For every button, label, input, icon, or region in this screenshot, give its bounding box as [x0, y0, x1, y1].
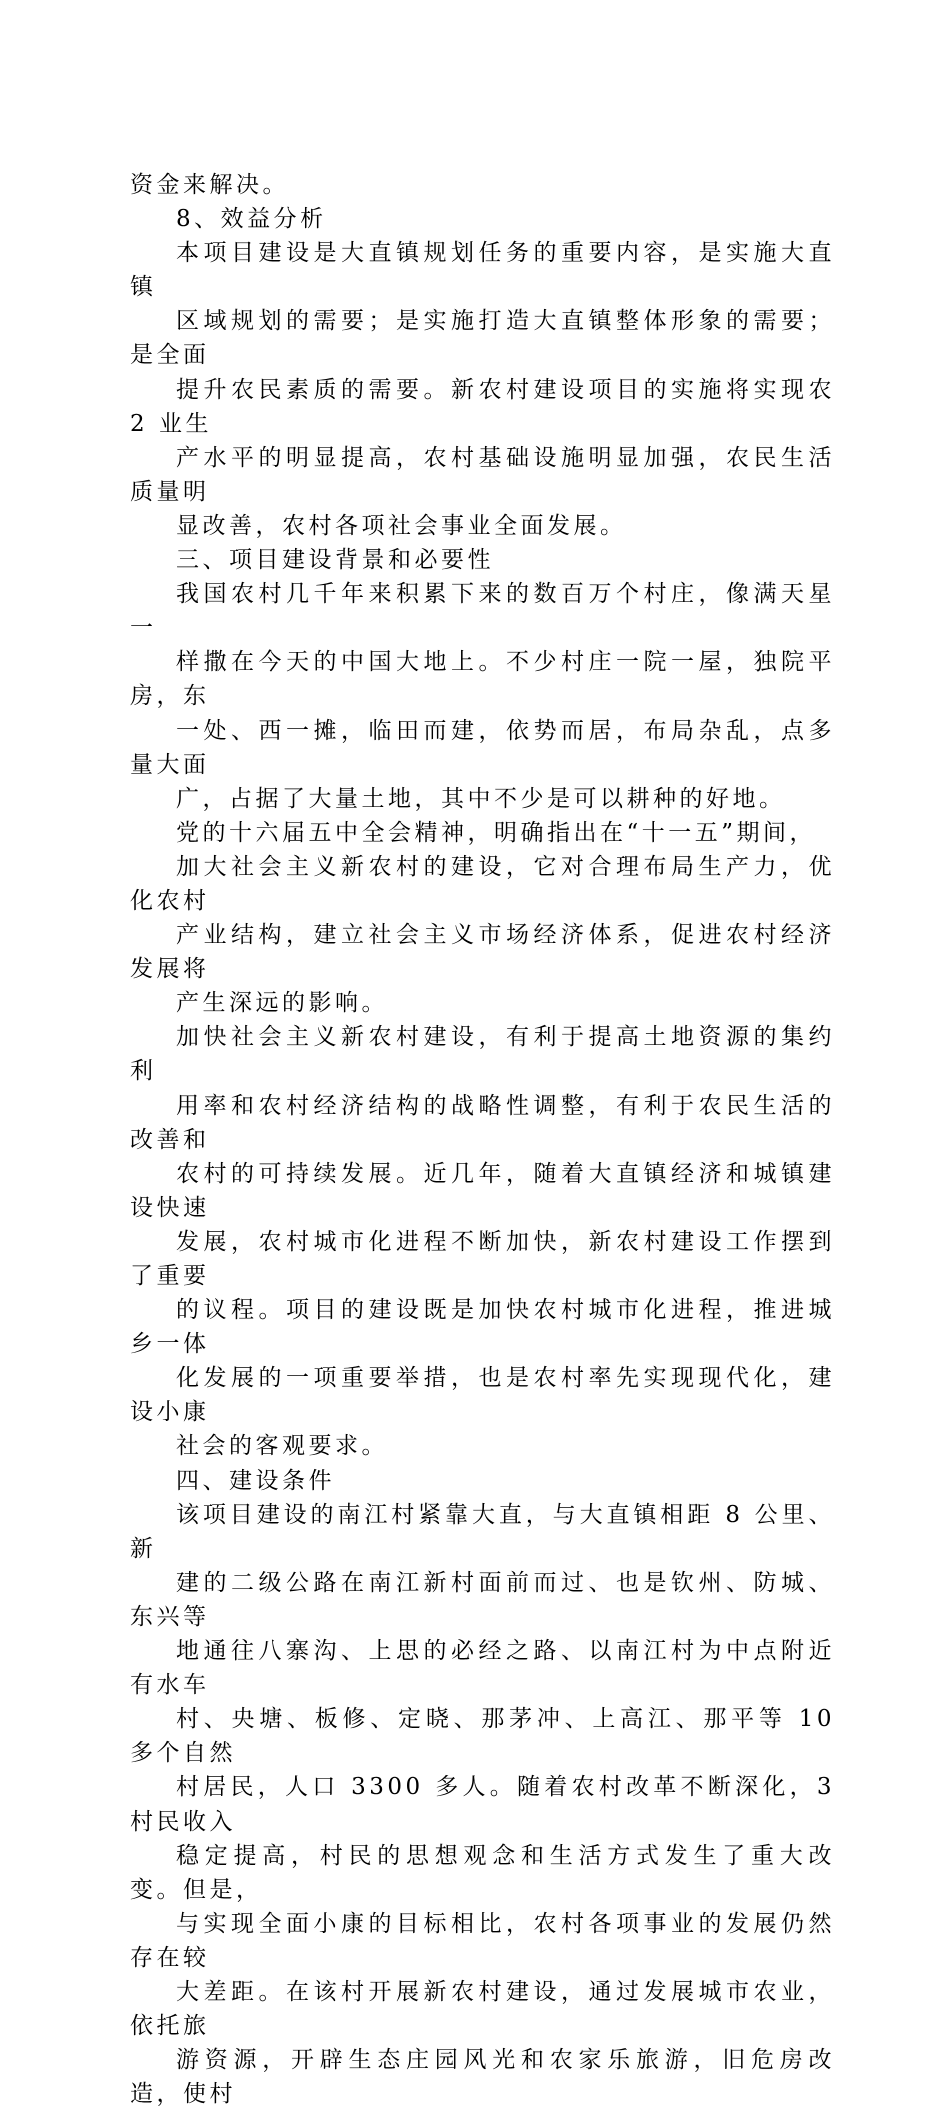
text-line: 四、建设条件: [176, 1467, 335, 1494]
paragraph: [130, 236, 835, 543]
paragraph: [130, 543, 835, 577]
text-line: 社会的客观要求。: [176, 1433, 388, 1460]
text-line: 的议程。项目的建设既是加快农村城市化进程，推进城乡一体: [130, 1297, 835, 1358]
text-line: 样撒在今天的中国大地上。不少村庄一院一屋，独院平房，东: [130, 649, 835, 710]
text-line: 8、效益分析: [176, 206, 327, 233]
text-line: 化发展的一项重要举措，也是农村率先实现现代化，建设小康: [130, 1365, 835, 1426]
paragraph: [130, 816, 835, 1021]
text-line: 三、项目建设背景和必要性: [176, 547, 494, 574]
text-line: 该项目建设的南江村紧靠大直，与大直镇相距 8 公里、新: [130, 1501, 835, 1562]
text-line: 大差距。在该村开展新农村建设，通过发展城市农业，依托旅: [130, 1978, 835, 2040]
text-line: 提升农民素质的需要。新农村建设项目的实施将实现农 2 业生: [130, 376, 835, 437]
text-line: 我国农村几千年来积累下来的数百万个村庄，像满天星一: [130, 581, 835, 642]
text-line: 产生深远的影响。: [176, 990, 388, 1017]
text-line: 发展，农村城市化进程不断加快，新农村建设工作摆到了重要: [130, 1228, 835, 1289]
text-line: 用率和农村经济结构的战略性调整，有利于农民生活的改善和: [130, 1092, 835, 1153]
text-line: 地通往八寨沟、上思的必经之路、以南江村为中点附近有水车: [130, 1638, 835, 1699]
document-body: [130, 168, 835, 2111]
text-line: 广，占据了大量土地，其中不少是可以耕种的好地。: [176, 785, 786, 812]
text-line: 加快社会主义新农村建设，有利于提高土地资源的集约利: [130, 1024, 835, 1085]
text-line: 显改善，农村各项社会事业全面发展。: [176, 512, 627, 539]
text-line: 资金来解决。: [130, 172, 289, 198]
text-line: 党的十六届五中全会精神，明确指出在“十一五”期间，: [176, 819, 817, 846]
paragraph: [130, 1498, 835, 2111]
text-line: 产业结构，建立社会主义市场经济体系，促进农村经济发展将: [130, 922, 835, 983]
text-line: 产水平的明显提高，农村基础设施明显加强，农民生活质量明: [130, 444, 835, 505]
text-line: 一处、西一摊，临田而建，依势而居，布局杂乱，点多量大面: [130, 717, 835, 778]
text-line: 加大社会主义新农村的建设，它对合理布局生产力，优化农村: [130, 853, 835, 914]
paragraph: [130, 168, 835, 202]
paragraph: [130, 202, 835, 236]
paragraph: [130, 577, 835, 816]
text-line: 村居民，人口 3300 多人。随着农村改革不断深化，3 村民收入: [130, 1774, 835, 1835]
text-line: 村、央塘、板修、定晓、那茅冲、上高江、那平等 10 多个自然: [130, 1706, 835, 1767]
text-line: 与实现全面小康的目标相比，农村各项事业的发展仍然存在较: [130, 1910, 835, 1971]
text-line: 区域规划的需要；是实施打造大直镇整体形象的需要；是全面: [130, 308, 835, 369]
text-line: 游资源，开辟生态庄园风光和农家乐旅游，旧危房改造，使村: [130, 2047, 835, 2108]
text-line: 农村的可持续发展。近几年，随着大直镇经济和城镇建设快速: [130, 1160, 835, 1221]
paragraph: [130, 1464, 835, 1498]
text-line: 稳定提高，村民的思想观念和生活方式发生了重大改变。但是，: [130, 1842, 835, 1903]
text-line: 本项目建设是大直镇规划任务的重要内容，是实施大直镇: [130, 240, 835, 301]
text-line: 建的二级公路在南江新村面前而过、也是钦州、防城、东兴等: [130, 1569, 835, 1630]
paragraph: [130, 1020, 835, 1463]
